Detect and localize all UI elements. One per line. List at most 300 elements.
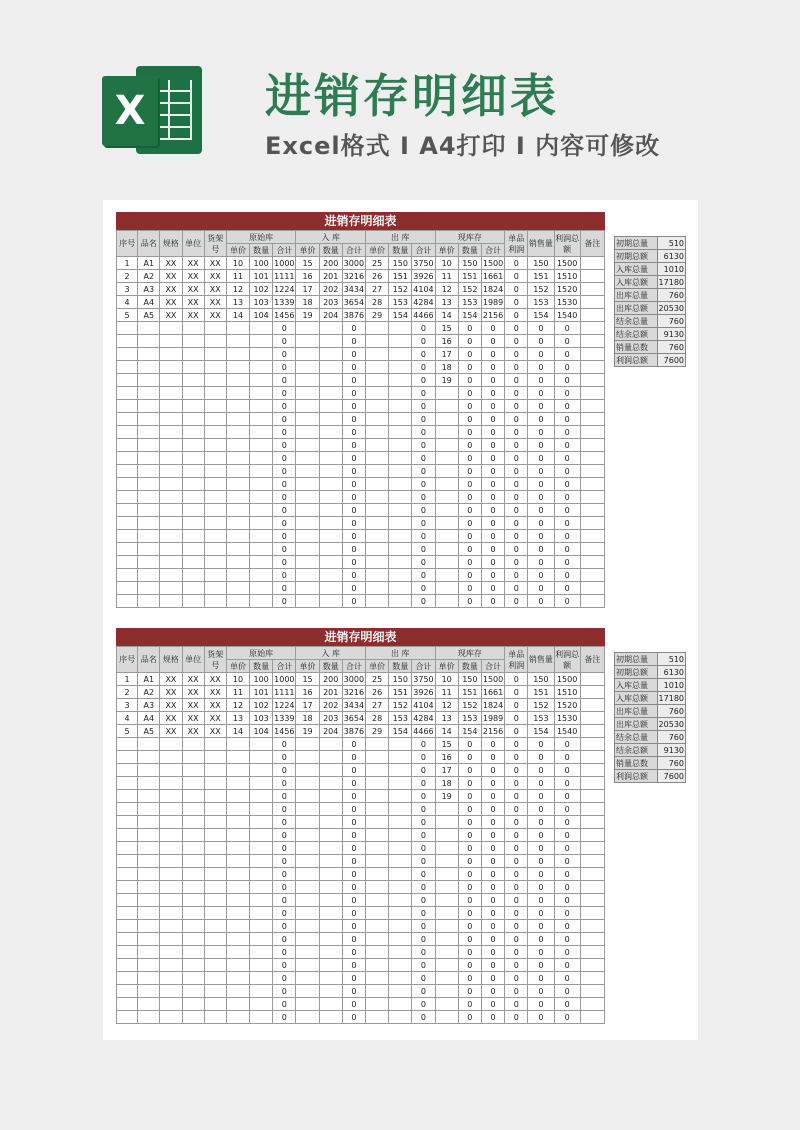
table-cell[interactable]: 15: [435, 738, 458, 751]
table-cell[interactable]: 0: [342, 933, 365, 946]
table-cell[interactable]: [117, 517, 138, 530]
table-cell[interactable]: 0: [273, 426, 296, 439]
table-cell[interactable]: 0: [481, 361, 504, 374]
table-cell[interactable]: [226, 478, 249, 491]
table-cell[interactable]: [117, 1011, 138, 1024]
table-cell[interactable]: 0: [412, 855, 435, 868]
header-sub[interactable]: 单价: [226, 244, 249, 257]
table-cell[interactable]: 0: [412, 751, 435, 764]
table-cell[interactable]: [389, 478, 412, 491]
table-cell[interactable]: [117, 751, 138, 764]
table-cell[interactable]: 0: [528, 764, 554, 777]
table-cell[interactable]: [204, 920, 226, 933]
table-cell[interactable]: [366, 803, 389, 816]
table-cell[interactable]: [389, 998, 412, 1011]
table-cell[interactable]: 1456: [274, 310, 295, 320]
table-cell[interactable]: 0: [342, 855, 365, 868]
table-cell[interactable]: 0: [554, 439, 580, 452]
table-cell[interactable]: 150: [458, 673, 481, 686]
table-cell[interactable]: [366, 569, 389, 582]
table-cell[interactable]: A4: [138, 296, 160, 309]
table-cell[interactable]: 154: [458, 725, 481, 738]
table-cell[interactable]: [204, 972, 226, 985]
summary-label[interactable]: 初期总量: [615, 237, 658, 250]
table-cell[interactable]: 0: [412, 868, 435, 881]
table-cell[interactable]: [117, 530, 138, 543]
table-cell[interactable]: 0: [528, 829, 554, 842]
table-cell[interactable]: [138, 868, 160, 881]
table-cell[interactable]: [435, 595, 458, 608]
header-sub[interactable]: 合计: [412, 244, 435, 257]
table-cell[interactable]: [580, 452, 604, 465]
table-cell[interactable]: [226, 829, 249, 842]
table-cell[interactable]: 0: [505, 400, 528, 413]
table-cell[interactable]: [204, 569, 226, 582]
header-sub[interactable]: 数量: [319, 660, 342, 673]
table-cell[interactable]: 15: [296, 673, 319, 686]
table-cell[interactable]: [319, 881, 342, 894]
table-cell[interactable]: [389, 361, 412, 374]
table-cell[interactable]: [204, 504, 226, 517]
table-cell[interactable]: [160, 738, 182, 751]
table-cell[interactable]: [226, 855, 249, 868]
table-cell[interactable]: 0: [458, 543, 481, 556]
table-cell[interactable]: 0: [554, 985, 580, 998]
table-cell[interactable]: [366, 959, 389, 972]
table-cell[interactable]: [117, 985, 138, 998]
table-cell[interactable]: [296, 855, 319, 868]
table-cell[interactable]: [204, 855, 226, 868]
table-cell[interactable]: [117, 491, 138, 504]
table-cell[interactable]: 0: [342, 387, 365, 400]
table-cell[interactable]: [435, 907, 458, 920]
table-cell[interactable]: 0: [481, 569, 504, 582]
table-cell[interactable]: 101: [250, 270, 273, 283]
table-cell[interactable]: 101: [250, 686, 273, 699]
table-cell[interactable]: 10: [226, 673, 249, 686]
summary-label[interactable]: 利润总额: [615, 354, 658, 367]
table-cell[interactable]: [389, 933, 412, 946]
table-cell[interactable]: 3434: [343, 284, 365, 294]
table-cell[interactable]: [204, 946, 226, 959]
table-cell[interactable]: [204, 842, 226, 855]
table-cell[interactable]: [117, 465, 138, 478]
table-cell[interactable]: [366, 426, 389, 439]
table-cell[interactable]: [366, 751, 389, 764]
table-cell[interactable]: [250, 855, 273, 868]
table-cell[interactable]: [366, 764, 389, 777]
table-cell[interactable]: 4284: [413, 713, 434, 723]
table-cell[interactable]: XX: [160, 270, 182, 283]
table-cell[interactable]: [435, 400, 458, 413]
table-cell[interactable]: [182, 803, 204, 816]
table-cell[interactable]: [319, 595, 342, 608]
table-cell[interactable]: [160, 998, 182, 1011]
table-cell[interactable]: [580, 816, 604, 829]
table-cell[interactable]: 0: [554, 907, 580, 920]
table-cell[interactable]: 1456: [274, 726, 295, 736]
table-cell[interactable]: 1510: [554, 270, 580, 283]
table-cell[interactable]: [204, 348, 226, 361]
table-cell[interactable]: 0: [528, 803, 554, 816]
table-cell[interactable]: [160, 829, 182, 842]
table-cell[interactable]: 0: [554, 972, 580, 985]
table-cell[interactable]: 0: [505, 452, 528, 465]
table-cell[interactable]: [366, 868, 389, 881]
table-cell[interactable]: [226, 439, 249, 452]
table-cell[interactable]: 0: [554, 465, 580, 478]
table-cell[interactable]: 0: [273, 816, 296, 829]
table-cell[interactable]: 16: [296, 270, 319, 283]
table-cell[interactable]: [117, 946, 138, 959]
table-cell[interactable]: 0: [528, 335, 554, 348]
table-cell[interactable]: [117, 829, 138, 842]
table-cell[interactable]: [296, 400, 319, 413]
table-cell[interactable]: 0: [528, 972, 554, 985]
table-cell[interactable]: [319, 322, 342, 335]
table-cell[interactable]: [319, 543, 342, 556]
header-sub[interactable]: 合计: [273, 660, 296, 673]
table-cell[interactable]: 0: [481, 400, 504, 413]
table-cell[interactable]: [250, 764, 273, 777]
table-cell[interactable]: [117, 439, 138, 452]
table-cell[interactable]: 0: [412, 985, 435, 998]
table-cell[interactable]: 0: [505, 881, 528, 894]
table-cell[interactable]: 0: [481, 855, 504, 868]
table-cell[interactable]: 0: [481, 816, 504, 829]
table-cell[interactable]: 0: [273, 595, 296, 608]
table-cell[interactable]: 29: [366, 309, 389, 322]
table-cell[interactable]: 0: [554, 868, 580, 881]
table-cell[interactable]: 0: [528, 400, 554, 413]
table-cell[interactable]: [296, 426, 319, 439]
table-cell[interactable]: 0: [458, 335, 481, 348]
table-cell[interactable]: 0: [554, 920, 580, 933]
table-cell[interactable]: [204, 738, 226, 751]
table-cell[interactable]: [138, 790, 160, 803]
table-cell[interactable]: 0: [458, 920, 481, 933]
table-cell[interactable]: [435, 569, 458, 582]
table-cell[interactable]: 0: [412, 1011, 435, 1024]
table-cell[interactable]: [138, 946, 160, 959]
table-cell[interactable]: 26: [366, 686, 389, 699]
table-cell[interactable]: 1989: [482, 297, 504, 307]
table-cell[interactable]: [138, 842, 160, 855]
table-cell[interactable]: [389, 959, 412, 972]
table-cell[interactable]: 0: [412, 400, 435, 413]
table-cell[interactable]: XX: [182, 712, 204, 725]
table-cell[interactable]: [580, 894, 604, 907]
table-cell[interactable]: 0: [554, 842, 580, 855]
table-cell[interactable]: 28: [366, 296, 389, 309]
table-cell[interactable]: [250, 868, 273, 881]
table-cell[interactable]: [366, 842, 389, 855]
table-cell[interactable]: A2: [138, 270, 160, 283]
table-cell[interactable]: [226, 543, 249, 556]
table-cell[interactable]: [319, 933, 342, 946]
table-cell[interactable]: A1: [138, 257, 160, 270]
table-cell[interactable]: [204, 413, 226, 426]
table-cell[interactable]: [226, 920, 249, 933]
table-cell[interactable]: [389, 400, 412, 413]
table-cell[interactable]: 153: [528, 712, 554, 725]
table-cell[interactable]: 0: [273, 829, 296, 842]
table-cell[interactable]: [160, 530, 182, 543]
table-cell[interactable]: 0: [412, 920, 435, 933]
summary-value[interactable]: 760: [657, 757, 685, 770]
table-cell[interactable]: 16: [296, 686, 319, 699]
table-cell[interactable]: 0: [412, 413, 435, 426]
table-cell[interactable]: [204, 452, 226, 465]
table-cell[interactable]: 0: [273, 530, 296, 543]
header-sub[interactable]: 合计: [481, 244, 504, 257]
table-cell[interactable]: [435, 452, 458, 465]
table-cell[interactable]: [389, 374, 412, 387]
table-cell[interactable]: 0: [505, 959, 528, 972]
table-cell[interactable]: 3876: [343, 310, 365, 320]
table-cell[interactable]: 26: [366, 270, 389, 283]
table-cell[interactable]: [204, 491, 226, 504]
table-cell[interactable]: 0: [528, 374, 554, 387]
table-cell[interactable]: [366, 361, 389, 374]
table-cell[interactable]: [319, 998, 342, 1011]
table-cell[interactable]: 0: [342, 985, 365, 998]
table-cell[interactable]: XX: [182, 270, 204, 283]
table-cell[interactable]: 151: [458, 686, 481, 699]
table-cell[interactable]: [226, 361, 249, 374]
table-cell[interactable]: [296, 920, 319, 933]
table-cell[interactable]: [204, 556, 226, 569]
summary-label[interactable]: 销量总数: [615, 757, 658, 770]
table-cell[interactable]: [117, 803, 138, 816]
table-cell[interactable]: [580, 686, 604, 699]
summary-value[interactable]: 20530: [658, 303, 684, 313]
table-cell[interactable]: 0: [554, 946, 580, 959]
table-cell[interactable]: [580, 504, 604, 517]
table-cell[interactable]: [117, 335, 138, 348]
table-cell[interactable]: 0: [412, 361, 435, 374]
header-spec[interactable]: 规格: [160, 647, 182, 673]
table-cell[interactable]: [389, 777, 412, 790]
table-cell[interactable]: [250, 816, 273, 829]
table-cell[interactable]: [117, 387, 138, 400]
table-cell[interactable]: 152: [458, 699, 481, 712]
table-cell[interactable]: [296, 868, 319, 881]
table-cell[interactable]: 0: [273, 556, 296, 569]
table-cell[interactable]: [389, 556, 412, 569]
table-cell[interactable]: 0: [273, 361, 296, 374]
table-cell[interactable]: [204, 933, 226, 946]
table-cell[interactable]: 0: [528, 907, 554, 920]
table-cell[interactable]: 0: [528, 491, 554, 504]
table-cell[interactable]: 15: [435, 322, 458, 335]
header-sub[interactable]: 单价: [366, 244, 389, 257]
table-cell[interactable]: 1500: [554, 673, 580, 686]
table-cell[interactable]: [182, 582, 204, 595]
table-cell[interactable]: [160, 465, 182, 478]
table-cell[interactable]: 154: [389, 309, 412, 322]
table-cell[interactable]: 0: [528, 933, 554, 946]
table-cell[interactable]: [138, 894, 160, 907]
table-cell[interactable]: 3000: [343, 674, 365, 684]
table-cell[interactable]: [250, 530, 273, 543]
table-cell[interactable]: [182, 829, 204, 842]
table-cell[interactable]: [226, 998, 249, 1011]
table-cell[interactable]: 0: [458, 400, 481, 413]
table-cell[interactable]: [319, 907, 342, 920]
table-cell[interactable]: [117, 361, 138, 374]
table-cell[interactable]: [182, 790, 204, 803]
table-cell[interactable]: [204, 426, 226, 439]
table-cell[interactable]: [580, 751, 604, 764]
table-cell[interactable]: 29: [366, 725, 389, 738]
table-cell[interactable]: 0: [342, 868, 365, 881]
table-cell[interactable]: 0: [458, 868, 481, 881]
table-cell[interactable]: [366, 972, 389, 985]
table-cell[interactable]: [580, 478, 604, 491]
table-cell[interactable]: 0: [481, 790, 504, 803]
table-cell[interactable]: [435, 855, 458, 868]
summary-value[interactable]: 6130: [657, 666, 685, 679]
table-cell[interactable]: 0: [342, 751, 365, 764]
header-sub[interactable]: 单价: [296, 660, 319, 673]
table-cell[interactable]: [435, 517, 458, 530]
table-cell[interactable]: 0: [458, 998, 481, 1011]
table-cell[interactable]: 1540: [554, 725, 580, 738]
table-cell[interactable]: [580, 309, 604, 322]
table-cell[interactable]: [226, 816, 249, 829]
table-cell[interactable]: [580, 413, 604, 426]
table-cell[interactable]: [250, 738, 273, 751]
table-cell[interactable]: 0: [505, 790, 528, 803]
table-cell[interactable]: 0: [481, 387, 504, 400]
header-unit[interactable]: 单位: [182, 647, 204, 673]
table-cell[interactable]: [580, 946, 604, 959]
table-cell[interactable]: 0: [554, 452, 580, 465]
table-cell[interactable]: [319, 920, 342, 933]
table-cell[interactable]: [580, 439, 604, 452]
table-cell[interactable]: 3654: [343, 297, 365, 307]
table-cell[interactable]: 0: [481, 517, 504, 530]
table-cell[interactable]: 0: [342, 972, 365, 985]
table-cell[interactable]: XX: [160, 257, 182, 270]
table-cell[interactable]: 0: [528, 439, 554, 452]
table-cell[interactable]: [296, 322, 319, 335]
table-cell[interactable]: 0: [528, 530, 554, 543]
table-cell[interactable]: 0: [505, 582, 528, 595]
table-cell[interactable]: [250, 842, 273, 855]
table-cell[interactable]: 0: [458, 322, 481, 335]
table-cell[interactable]: 0: [273, 907, 296, 920]
table-cell[interactable]: 154: [528, 309, 554, 322]
table-cell[interactable]: 0: [481, 894, 504, 907]
table-cell[interactable]: [296, 465, 319, 478]
table-cell[interactable]: 0: [273, 959, 296, 972]
table-cell[interactable]: [226, 933, 249, 946]
summary-label[interactable]: 结余总额: [615, 328, 658, 341]
table-cell[interactable]: [435, 465, 458, 478]
table-cell[interactable]: 0: [554, 478, 580, 491]
table-cell[interactable]: [366, 400, 389, 413]
table-cell[interactable]: [319, 842, 342, 855]
header-profit-total[interactable]: 利润总额: [554, 231, 580, 257]
table-cell[interactable]: [580, 595, 604, 608]
table-cell[interactable]: 1540: [554, 309, 580, 322]
table-cell[interactable]: [117, 478, 138, 491]
summary-label[interactable]: 初期总额: [615, 666, 658, 679]
table-cell[interactable]: [296, 816, 319, 829]
table-cell[interactable]: [204, 595, 226, 608]
table-cell[interactable]: 0: [505, 998, 528, 1011]
table-cell[interactable]: [226, 491, 249, 504]
table-cell[interactable]: [160, 946, 182, 959]
table-cell[interactable]: 17: [296, 699, 319, 712]
table-cell[interactable]: [366, 491, 389, 504]
table-cell[interactable]: [580, 361, 604, 374]
table-cell[interactable]: 11: [435, 686, 458, 699]
table-cell[interactable]: 13: [435, 712, 458, 725]
table-cell[interactable]: 203: [319, 712, 342, 725]
summary-label[interactable]: 出库总量: [615, 705, 658, 718]
table-cell[interactable]: [226, 751, 249, 764]
table-cell[interactable]: [226, 946, 249, 959]
table-cell[interactable]: 0: [481, 504, 504, 517]
table-cell[interactable]: 0: [458, 530, 481, 543]
table-cell[interactable]: [182, 439, 204, 452]
header-name[interactable]: 品名: [138, 647, 160, 673]
table-cell[interactable]: [250, 751, 273, 764]
table-cell[interactable]: 0: [273, 998, 296, 1011]
summary-value[interactable]: 760: [657, 315, 685, 328]
table-cell[interactable]: 0: [554, 374, 580, 387]
table-cell[interactable]: [117, 894, 138, 907]
table-cell[interactable]: [389, 335, 412, 348]
table-cell[interactable]: 0: [412, 348, 435, 361]
table-cell[interactable]: [389, 426, 412, 439]
table-cell[interactable]: 0: [554, 803, 580, 816]
table-cell[interactable]: 0: [458, 881, 481, 894]
summary-label[interactable]: 出库总额: [615, 718, 658, 731]
table-cell[interactable]: 27: [366, 283, 389, 296]
table-cell[interactable]: [138, 335, 160, 348]
table-cell[interactable]: [580, 257, 604, 270]
table-cell[interactable]: [250, 569, 273, 582]
table-cell[interactable]: [138, 426, 160, 439]
table-cell[interactable]: 0: [273, 491, 296, 504]
summary-value[interactable]: 1010: [657, 679, 685, 692]
table-cell[interactable]: [366, 790, 389, 803]
table-cell[interactable]: [182, 478, 204, 491]
table-cell[interactable]: [366, 777, 389, 790]
table-cell[interactable]: [204, 998, 226, 1011]
table-cell[interactable]: [580, 374, 604, 387]
table-cell[interactable]: 0: [458, 387, 481, 400]
table-cell[interactable]: [160, 335, 182, 348]
table-cell[interactable]: [319, 985, 342, 998]
table-cell[interactable]: 0: [412, 907, 435, 920]
table-cell[interactable]: [296, 790, 319, 803]
table-cell[interactable]: 0: [505, 985, 528, 998]
table-cell[interactable]: [226, 868, 249, 881]
table-cell[interactable]: XX: [204, 283, 226, 296]
table-cell[interactable]: 0: [554, 569, 580, 582]
table-cell[interactable]: 0: [528, 595, 554, 608]
table-cell[interactable]: [435, 868, 458, 881]
table-cell[interactable]: [296, 985, 319, 998]
table-cell[interactable]: [204, 478, 226, 491]
table-cell[interactable]: [580, 400, 604, 413]
table-cell[interactable]: [160, 361, 182, 374]
